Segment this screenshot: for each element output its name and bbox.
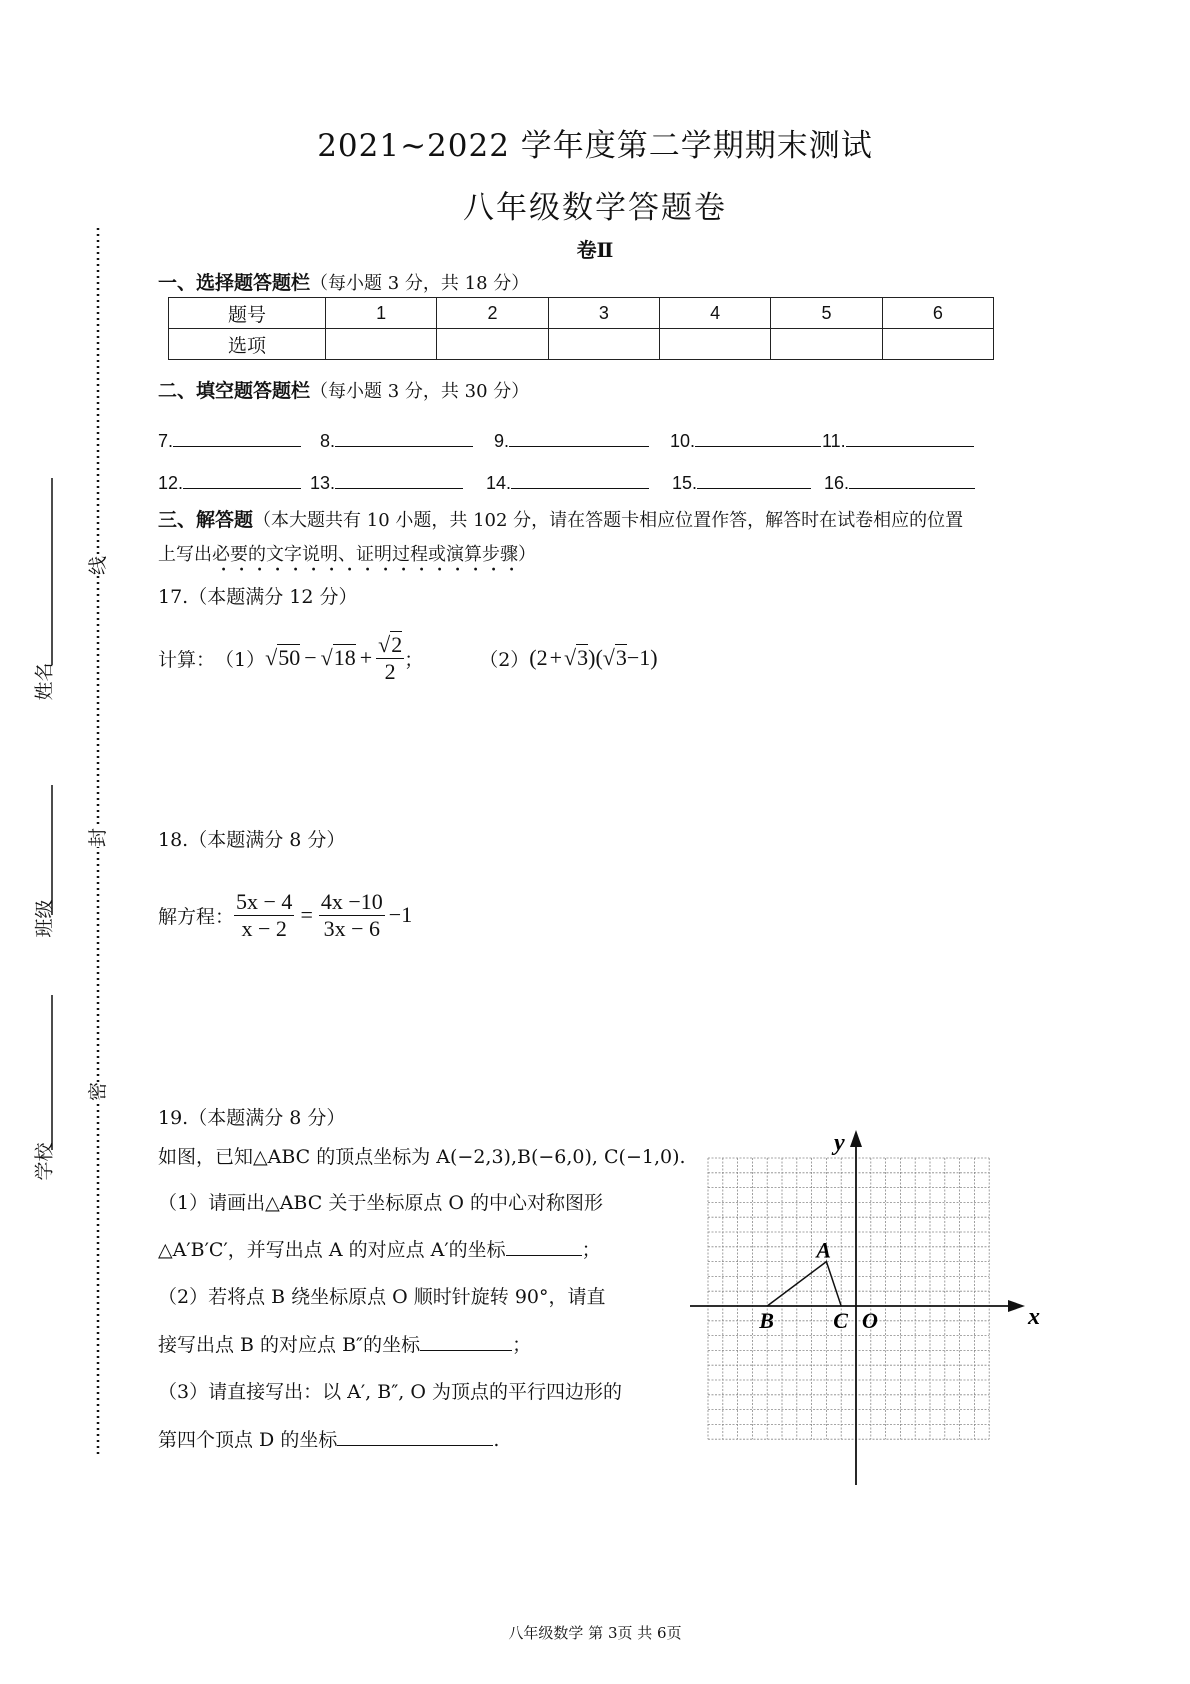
product-expression: (2+√3)(√3−1) <box>529 645 658 670</box>
question-number-cell: 4 <box>659 298 770 329</box>
emphasized-char: 程 <box>410 544 428 565</box>
emphasized-char: 必 <box>212 544 230 565</box>
sqrt-18: √18 <box>320 645 356 670</box>
x-axis-label: x <box>1028 1304 1040 1330</box>
emphasized-char: 过 <box>392 544 410 565</box>
emphasized-char: 明 <box>320 544 338 565</box>
fill-item: 10. <box>670 426 821 452</box>
question-number-cell: 3 <box>548 298 659 329</box>
grid-lines <box>708 1158 989 1439</box>
fill-item: 11. <box>822 426 974 452</box>
emphasized-char: 证 <box>356 544 374 565</box>
q19-line4: （2）若将点 B 绕坐标原点 O 顺时针旋转 90°，请直 <box>158 1286 606 1308</box>
emphasized-char: 文 <box>266 544 284 565</box>
seal-char: 封 <box>83 828 110 847</box>
class-label: 班级 <box>33 899 56 938</box>
q19-line2: （1）请画出△ABC 关于坐标原点 O 的中心对称图形 <box>158 1192 603 1214</box>
fill-blank[interactable] <box>183 468 301 489</box>
school-label: 学校 <box>33 1142 56 1181</box>
fill-item: 7. <box>158 426 301 452</box>
page-footer: 八年级数学 第 3页 共 6页 <box>508 1624 682 1642</box>
fill-item: 16. <box>824 468 975 494</box>
emphasized-char: 步 <box>482 544 500 565</box>
row-label-option: 选项 <box>169 329 326 360</box>
q19-line5: 接写出点 B 的对应点 B″的坐标 ； <box>158 1330 531 1357</box>
fill-item: 14. <box>486 468 649 494</box>
point-b-label: B <box>759 1308 774 1333</box>
q17-expression: 计算： （1） √50 − √18 + $\frac{√2}{2}$ ； （2） (2+√3)(√3−1) <box>158 631 658 684</box>
fill-blank[interactable] <box>335 426 473 447</box>
question-number-cell: 1 <box>326 298 437 329</box>
q17-title: 17.（本题满分 12 分） <box>158 586 358 608</box>
fill-item: 13. <box>310 468 463 494</box>
volume-label: 卷Ⅱ <box>576 238 614 262</box>
name-label: 姓名 <box>33 662 56 701</box>
fill-blank[interactable] <box>509 426 649 447</box>
origin-label: O <box>862 1308 878 1333</box>
emphasized-char: 说 <box>302 544 320 565</box>
lhs-fraction: $\frac{5x - 4}{x - 2}$ <box>236 888 293 941</box>
emphasized-char: 要 <box>230 544 248 565</box>
fraction-sqrt2-over-2: $\frac{√2}{2}$ <box>378 631 403 684</box>
emphasized-char: 、 · <box>338 544 356 565</box>
point-a-label: A <box>816 1237 832 1263</box>
sqrt-50: √50 <box>265 645 301 670</box>
rhs-fraction: $\frac{4x -10}{3x - 6}$ <box>320 888 383 941</box>
fill-blank[interactable] <box>695 426 821 447</box>
answer-blank-b-double-prime[interactable] <box>420 1330 512 1351</box>
emphasized-char: 字 <box>284 544 302 565</box>
page-subtitle: 八年级数学答题卷 <box>463 190 727 226</box>
answer-cell[interactable] <box>548 329 659 360</box>
answer-blank-d[interactable] <box>337 1425 493 1446</box>
q18-title: 18.（本题满分 8 分） <box>158 829 346 851</box>
fill-blank[interactable] <box>697 468 811 489</box>
answer-cell[interactable] <box>771 329 882 360</box>
emphasized-char: 算 <box>464 544 482 565</box>
emphasized-char: 或 <box>428 544 446 565</box>
emphasized-char: 演 <box>446 544 464 565</box>
section1-heading: 一、选择题答题栏（每小题 3 分，共 18 分） <box>158 272 530 294</box>
row-label-number: 题号 <box>169 298 326 329</box>
choice-answer-table <box>168 297 994 360</box>
answer-blank-a-prime[interactable] <box>506 1235 582 1256</box>
fill-blank[interactable] <box>511 468 649 489</box>
fill-item: 8. <box>320 426 473 452</box>
section3-heading: 三、解答题（本大题共有 10 小题，共 102 分，请在答题卡相应位置作答，解答时在试卷相应的位置 <box>158 509 964 531</box>
answer-cell[interactable] <box>659 329 770 360</box>
q19-line6: （3）请直接写出：以 A′, B″, O 为顶点的平行四边形的 <box>158 1381 622 1403</box>
question-number-cell: 2 <box>437 298 548 329</box>
fill-blank[interactable] <box>846 426 974 447</box>
q19-line7: 第四个顶点 D 的坐标 . <box>158 1425 499 1452</box>
secret-char: 密 <box>83 1082 110 1101</box>
binding-margin <box>0 0 140 1684</box>
question-number-cell: 6 <box>882 298 993 329</box>
answer-cell[interactable] <box>437 329 548 360</box>
section3-note-line2: 上写出必要的文字说明、 ·证明过程或演算步骤） <box>158 540 536 566</box>
answer-cell[interactable] <box>882 329 993 360</box>
fill-blank[interactable] <box>173 426 301 447</box>
fill-blank[interactable] <box>849 468 975 489</box>
q19-line1: 如图，已知△ABC 的顶点坐标为 A(−2,3),B(−6,0), C(−1,0). <box>158 1146 686 1168</box>
y-axis-label: y <box>834 1130 845 1156</box>
emphasized-char: 明 <box>374 544 392 565</box>
emphasized-text <box>212 544 518 565</box>
q19-title: 19.（本题满分 8 分） <box>158 1107 346 1129</box>
fill-blank[interactable] <box>335 468 463 489</box>
q18-equation: 解方程： $\frac{5x - 4}{x - 2}$ = $\frac{4x -10}{3x - 6}$ −1 <box>158 888 413 941</box>
fill-item: 15. <box>672 468 811 494</box>
q19-line3: △A′B′C′，并写出点 A 的对应点 A′的坐标 ； <box>158 1235 601 1262</box>
x-axis-arrow <box>1008 1300 1025 1312</box>
emphasized-char: 骤 <box>500 544 518 565</box>
answer-cell[interactable] <box>326 329 437 360</box>
fill-item: 12. <box>158 468 301 494</box>
question-number-cell: 5 <box>771 298 882 329</box>
page-title: 2021~2022 学年度第二学期期末测试 <box>317 128 873 164</box>
line-char: 线 <box>83 556 110 575</box>
y-axis-arrow <box>850 1130 862 1147</box>
point-c-label: C <box>833 1308 848 1333</box>
triangle-abc <box>767 1262 841 1306</box>
section2-heading: 二、填空题答题栏（每小题 3 分，共 30 分） <box>158 380 530 402</box>
emphasized-char: 的 <box>248 544 266 565</box>
fill-item: 9. <box>494 426 649 452</box>
coordinate-grid <box>690 1130 1050 1490</box>
